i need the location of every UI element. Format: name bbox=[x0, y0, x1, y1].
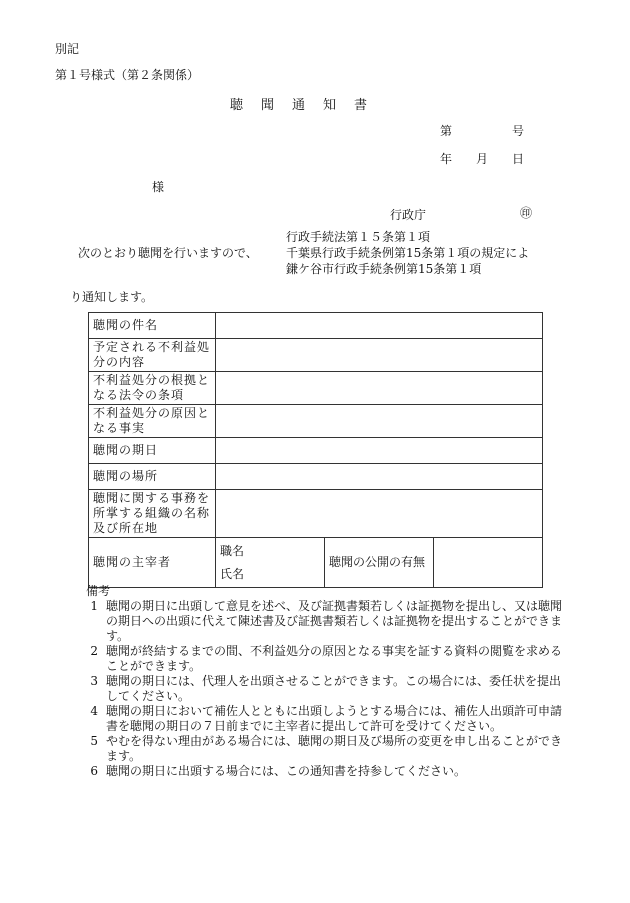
row-label: 聴聞の場所 bbox=[89, 464, 216, 490]
public-value[interactable] bbox=[434, 538, 543, 588]
row-label: 不利益処分の根拠となる法令の条項 bbox=[89, 372, 216, 405]
list-item bbox=[70, 764, 570, 779]
table-row bbox=[89, 405, 543, 438]
note-text: やむを得ない理由がある場合には、聴聞の期日及び場所の変更を申し出ることができます。 bbox=[106, 734, 563, 763]
notes-heading: 備考 bbox=[86, 584, 111, 598]
row-label: 不利益処分の原因となる事実 bbox=[89, 405, 216, 438]
presider-title-label: 職名 bbox=[220, 543, 245, 558]
table-row bbox=[89, 372, 543, 405]
list-item bbox=[70, 734, 570, 764]
note-text: 聴聞が終結するまでの間、不利益処分の原因となる事実を証する資料の閲覧を求めることができます。 bbox=[106, 644, 563, 673]
table-row bbox=[89, 313, 543, 339]
document-date: 年 月 日 bbox=[440, 152, 525, 166]
annex-label: 別記 bbox=[55, 42, 80, 56]
row-value[interactable] bbox=[216, 438, 543, 464]
list-item bbox=[70, 644, 570, 674]
note-number: 4 bbox=[90, 704, 98, 718]
row-value[interactable] bbox=[216, 313, 543, 339]
note-number: 6 bbox=[90, 764, 98, 778]
table-row bbox=[89, 538, 543, 588]
list-item bbox=[70, 674, 570, 704]
seal-icon: ㊞ bbox=[520, 206, 533, 220]
list-item bbox=[70, 599, 570, 644]
form-number: 第１号様式（第２条関係） bbox=[55, 68, 200, 82]
note-number: 1 bbox=[90, 599, 98, 613]
presider-label: 聴聞の主宰者 bbox=[89, 538, 216, 588]
table-row bbox=[89, 490, 543, 538]
list-item bbox=[70, 704, 570, 734]
note-text: 聴聞の期日において補佐人とともに出頭しようとする場合には、補佐人出頭許可申請書を聴聞の期日の７日前までに主宰者に提出して許可を受けてください。 bbox=[106, 704, 563, 733]
row-value[interactable] bbox=[216, 372, 543, 405]
row-value[interactable] bbox=[216, 464, 543, 490]
table-row bbox=[89, 339, 543, 372]
intro-suffix: り通知します。 bbox=[70, 290, 154, 304]
agency-label: 行政庁 bbox=[390, 208, 427, 222]
row-label: 聴聞に関する事務を所掌する組織の名称及び所在地 bbox=[89, 490, 216, 538]
notice-table bbox=[88, 312, 543, 588]
row-label: 聴聞の期日 bbox=[89, 438, 216, 464]
presider-name-label: 氏名 bbox=[220, 566, 245, 581]
note-number: 5 bbox=[90, 734, 98, 748]
note-text: 聴聞の期日には、代理人を出頭させることができます。この場合には、委任状を提出してください。 bbox=[106, 674, 562, 703]
row-label: 予定される不利益処分の内容 bbox=[89, 339, 216, 372]
row-value[interactable] bbox=[216, 405, 543, 438]
row-value[interactable] bbox=[216, 339, 543, 372]
note-number: 3 bbox=[90, 674, 98, 688]
row-label: 聴聞の件名 bbox=[89, 313, 216, 339]
addressee-suffix: 様 bbox=[152, 180, 165, 194]
notes-section bbox=[70, 584, 570, 779]
note-text: 聴聞の期日に出頭して意見を述べ、及び証拠書類若しくは証拠物を提出し、又は聴聞の期日への出頭に代えて陳述書及び証拠書類若しくは証拠物を提出することができます。 bbox=[106, 599, 563, 643]
intro-law-1: 行政手続法第１５条第１項 bbox=[286, 230, 431, 244]
document-number: 第 号 bbox=[440, 124, 525, 138]
note-number: 2 bbox=[90, 644, 98, 658]
table-row bbox=[89, 438, 543, 464]
table-row bbox=[89, 464, 543, 490]
presider-fields[interactable] bbox=[216, 538, 325, 588]
page-title: 聴聞通知書 bbox=[230, 98, 386, 113]
intro-law-2: 千葉県行政手続条例第15条第１項の規定によ bbox=[286, 246, 530, 260]
row-value[interactable] bbox=[216, 490, 543, 538]
intro-prefix: 次のとおり聴聞を行いますので、 bbox=[78, 246, 258, 260]
note-text: 聴聞の期日に出頭する場合には、この通知書を持参してください。 bbox=[106, 764, 467, 778]
intro-law-3: 鎌ケ谷市行政手続条例第15条第１項 bbox=[286, 262, 482, 276]
public-label: 聴聞の公開の有無 bbox=[325, 538, 434, 588]
